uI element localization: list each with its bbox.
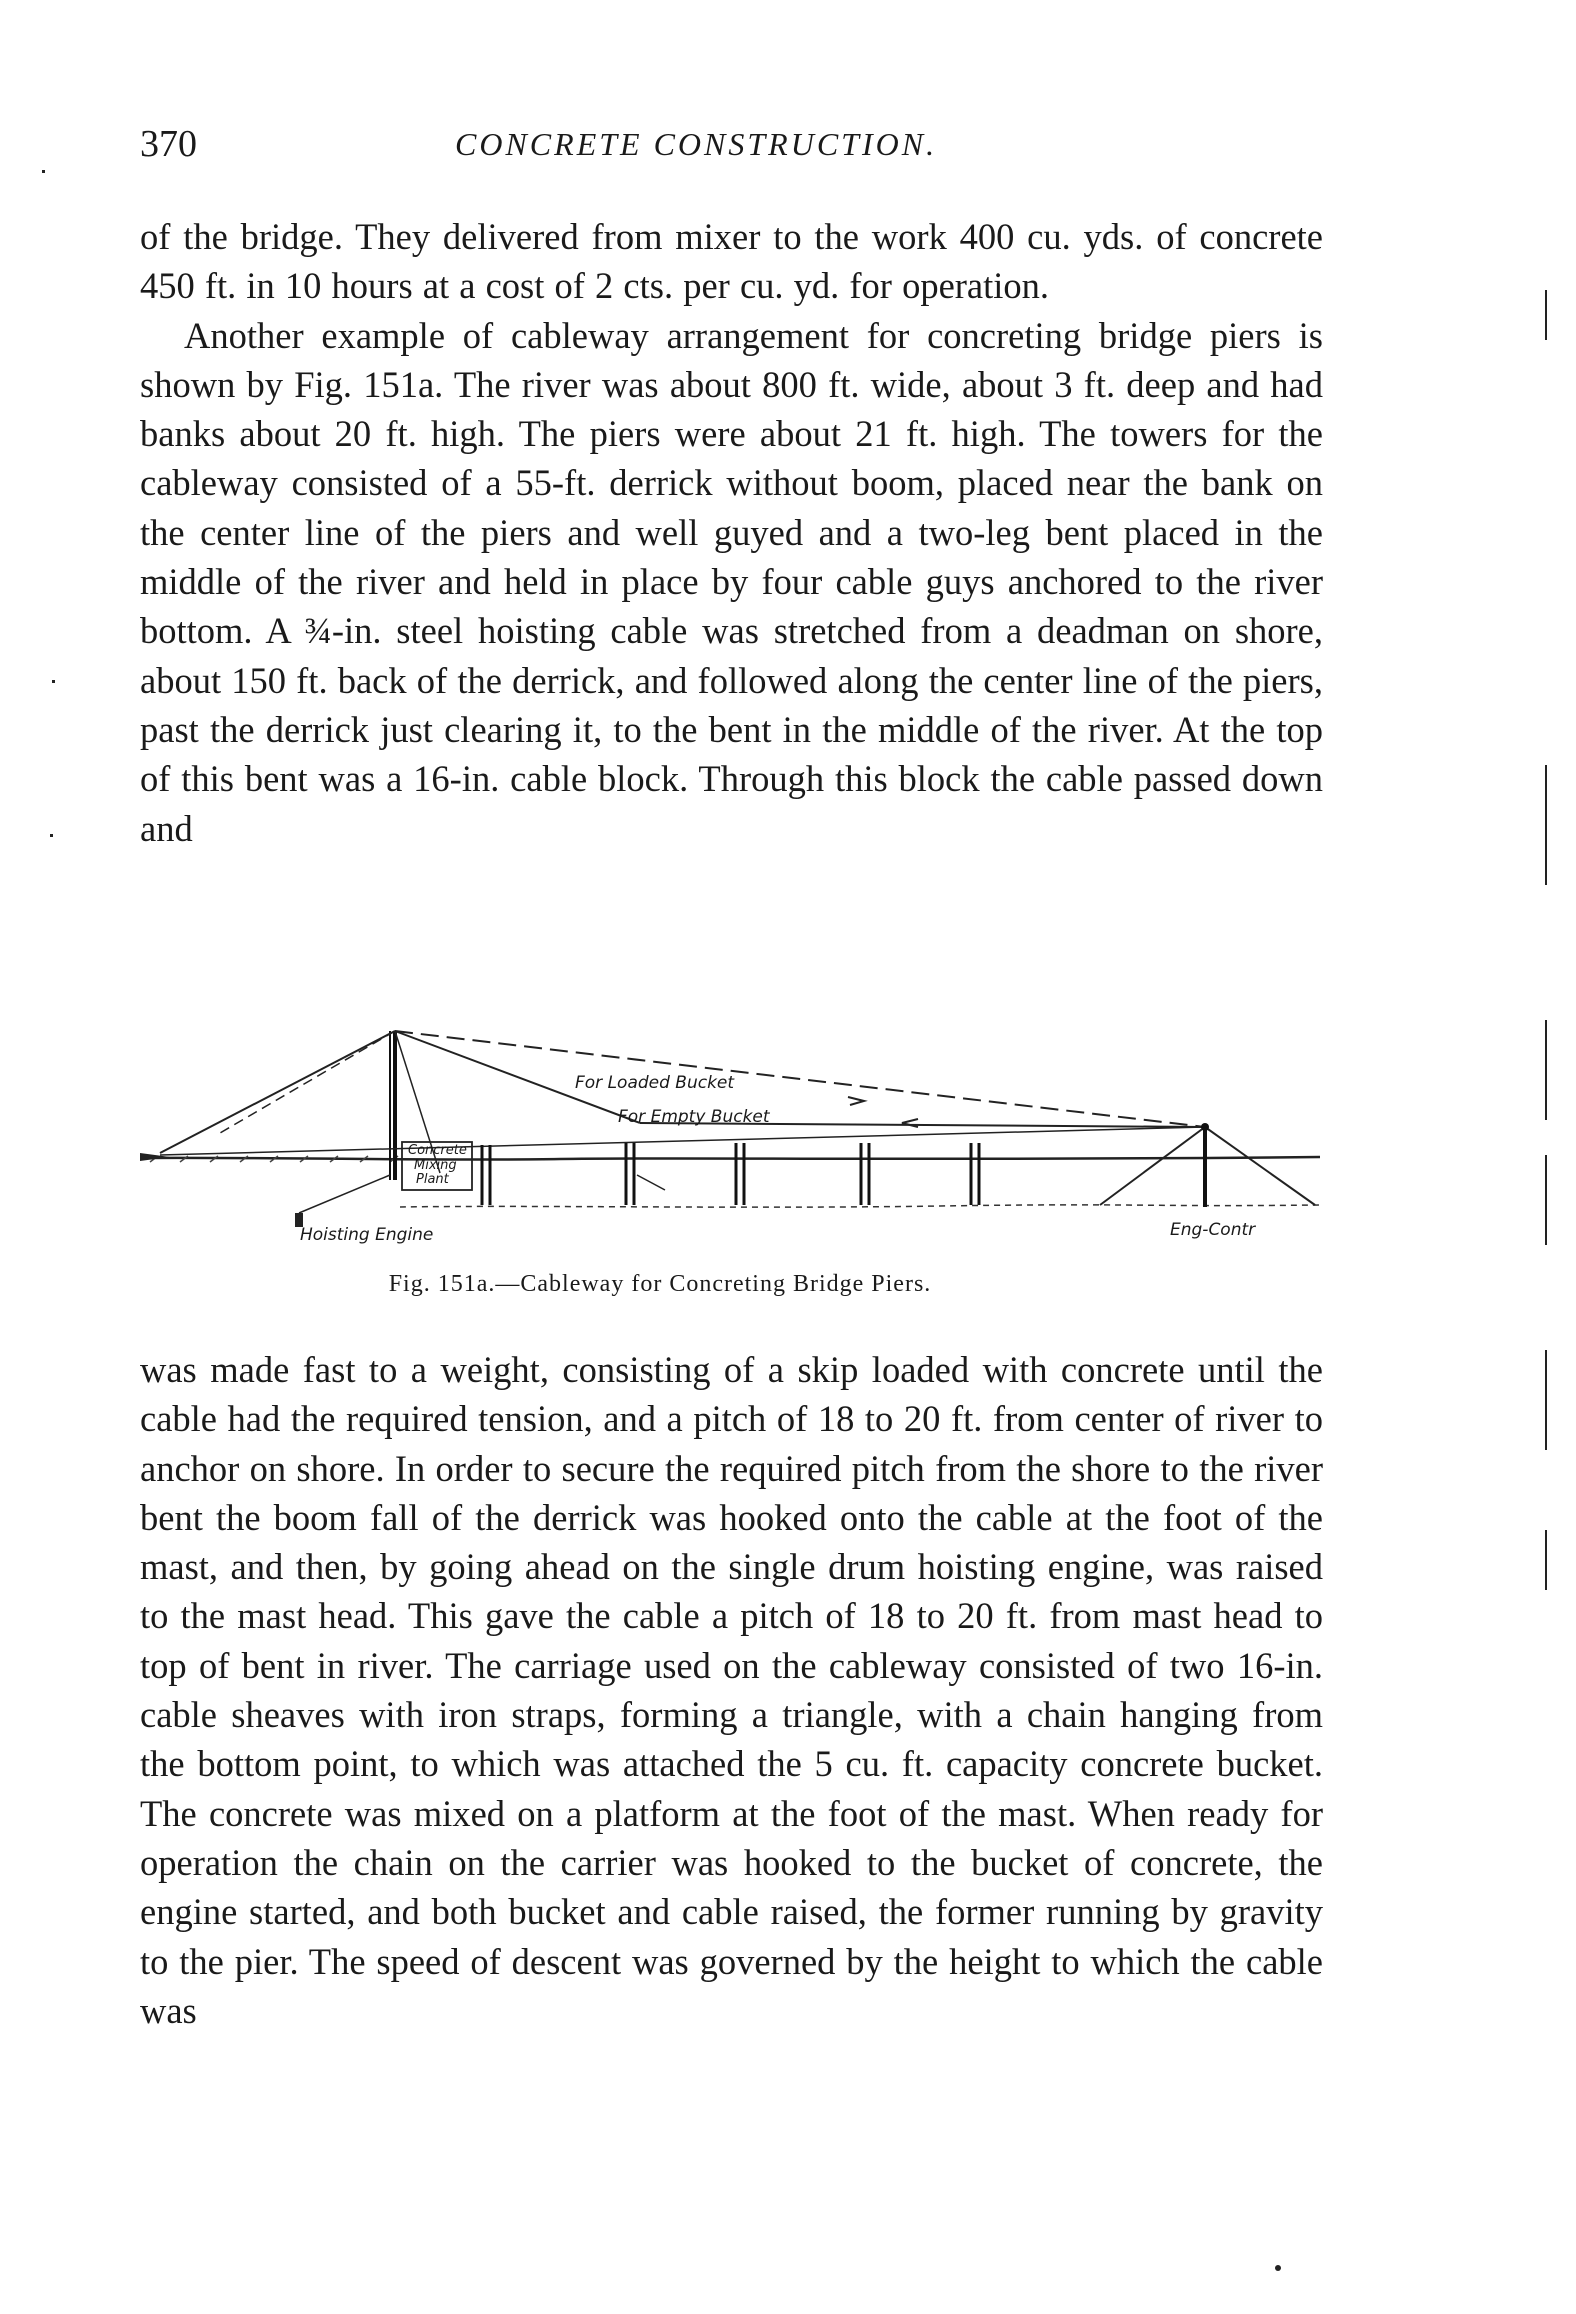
margin-mark xyxy=(42,170,45,173)
margin-mark xyxy=(1545,765,1547,885)
bent-guy-left xyxy=(1100,1127,1205,1205)
hoisting-engine-label: Hoisting Engine xyxy=(300,1225,434,1245)
paragraph: of the bridge. They delivered from mixer to the work 400 cu. yds. of concrete 450 ft. in 10 hours at a cost of 2 cts. per cu. yd. for operation. xyxy=(140,216,1323,307)
figure-caption: Fig. 151a.—Cableway for Concreting Bridge Piers. xyxy=(388,1271,932,1297)
figure-151a xyxy=(140,1015,1340,1305)
main-cable xyxy=(160,1127,1205,1155)
running-head xyxy=(140,122,1340,172)
mixing-plant-label-1: Concrete xyxy=(408,1143,467,1158)
body-text-top xyxy=(140,212,1323,853)
river-bed-line xyxy=(400,1205,1320,1207)
margin-mark xyxy=(1545,1350,1547,1450)
empty-bucket-label: For Empty Bucket xyxy=(618,1107,770,1127)
body-text-bottom xyxy=(140,1345,1323,2035)
piers xyxy=(482,1143,979,1205)
mixing-plant-label-2: Mixing xyxy=(414,1158,457,1173)
derrick-guy-left-2 xyxy=(220,1031,395,1133)
margin-mark xyxy=(50,834,53,837)
margin-mark xyxy=(1545,1530,1547,1590)
margin-mark xyxy=(1275,2265,1281,2271)
paragraph: was made fast to a weight, consisting of a skip loaded with concrete until the cable had the required tension, and a pitch of 18 to 20 ft. from center of river to anchor on shore. In order to secure the required pitch from the shore to the river bent the boom fall of the derrick was hooked onto the cable at the foot of the mast, and then, by going ahead on the single drum hoisting engine, was raised to the mast head. This gave the cable a pitch of 18 to 20 ft. from mast head to top of bent in river. The carriage used on the cableway consisted of two 16-in. cable sheaves with iron straps, forming a triangle, with a chain hanging from the bottom point, to which was attached the 5 cu. ft. capacity concrete bucket. The concrete was mixed on a platform at the foot of the mast. When ready for operation the chain on the carrier was hooked to the bucket of concrete, the engine started, and both bucket and cable raised, the former running by gravity to the pier. The speed of descent was governed by the height to which the cable was xyxy=(140,1349,1323,2031)
derrick-guy-left xyxy=(160,1031,395,1153)
loaded-arrow xyxy=(848,1097,864,1105)
margin-mark xyxy=(1545,1020,1547,1120)
mixing-plant-label-3: Plant xyxy=(416,1172,449,1187)
running-title: CONCRETE CONSTRUCTION. xyxy=(455,126,938,162)
loaded-bucket-cable xyxy=(395,1031,1205,1127)
ground-line xyxy=(140,1157,1320,1160)
margin-mark xyxy=(1545,1155,1547,1245)
eng-contr-label: Eng-Contr xyxy=(1170,1220,1256,1240)
margin-mark xyxy=(1545,290,1547,340)
paragraph: Another example of cableway arrangement for concreting bridge piers is shown by Fig. 151a. The river was about 800 ft. wide, about 3 ft. deep and had banks about 20 ft. high. The piers were about 21 ft. high. The towers for the cableway consisted of a 55-ft. derrick without boom, placed near the bank on the center line of the piers and well guyed and a two-leg bent placed in the middle of the river and held in place by four cable guys anchored to the river bottom. A ¾-in. steel hoisting cable was stretched from a deadman on shore, about 150 ft. back of the derrick, and followed along the center line of the piers, past the derrick just clearing it, to the bent in the middle of the river. At the top of this bent was a 16-in. cable block. Through this block the cable passed down and xyxy=(140,314,1323,849)
margin-mark xyxy=(52,680,55,683)
page-number: 370 xyxy=(140,123,197,165)
bent-guy-right xyxy=(1205,1127,1315,1205)
loaded-bucket-label: For Loaded Bucket xyxy=(575,1073,735,1093)
